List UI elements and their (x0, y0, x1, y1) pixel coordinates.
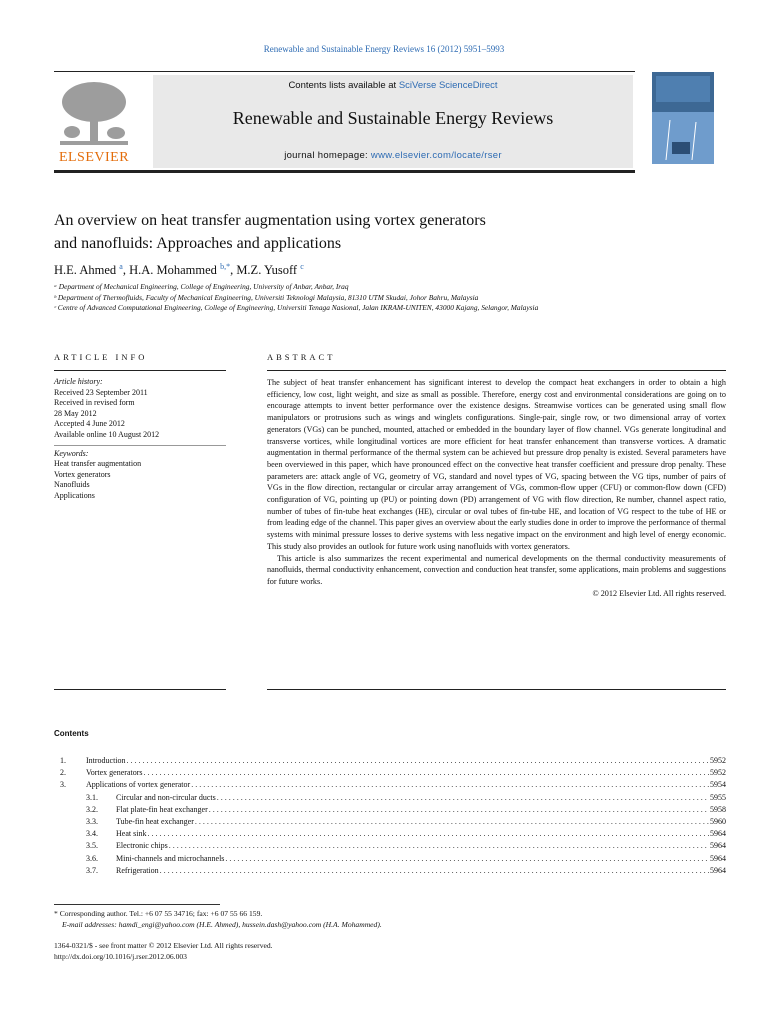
history-entry: Accepted 4 June 2012 (54, 419, 125, 429)
toc-entry[interactable] (60, 829, 726, 841)
toc-entry[interactable] (60, 866, 726, 878)
toc-entry[interactable] (60, 780, 726, 792)
toc-entry[interactable] (60, 768, 726, 780)
toc-page: 5964 (710, 841, 726, 851)
toc-number: 3.2. (86, 804, 98, 814)
toc-leader (195, 817, 709, 826)
author-name[interactable]: H.A. Mohammed (129, 263, 217, 278)
abstract-paragraph: This article is also summarizes the recent experimental and numerical developments on the thermal conductivity measurements of nanofluids, thermal conductivity enhancement, convection and conduction heat transfer, some applications, main problems and suggestions for future works. (267, 553, 726, 586)
contents-available-text: Contents lists available at (288, 80, 399, 91)
author-name[interactable]: H.E. Ahmed (54, 263, 117, 278)
abstract-bottom-rule (267, 689, 726, 690)
journal-masthead (153, 75, 633, 168)
toc-leader (147, 829, 709, 838)
journal-cover-thumbnail (652, 72, 714, 164)
contents-heading: Contents (54, 729, 89, 738)
toc-title: Circular and non-circular ducts (116, 792, 216, 802)
toc-title: Flat plate-fin heat exchanger (116, 804, 208, 814)
toc-leader (169, 841, 709, 850)
toc-leader (209, 805, 709, 814)
abstract-heading: ABSTRACT (267, 352, 336, 362)
toc-page: 5960 (710, 816, 726, 826)
article-info-rule (54, 370, 226, 371)
toc-leader (217, 793, 709, 802)
email-addresses[interactable]: E-mail addresses: hamdi_engi@yahoo.com (H.E. Ahmed), hussein.dash@yahoo.com (H.A. Mohammed). (62, 919, 382, 929)
toc-title: Heat sink (116, 829, 147, 839)
toc-title: Applications of vortex generator (86, 780, 191, 790)
article-title-line-2: and nanofluids: Approaches and applications (54, 235, 342, 252)
toc-page: 5964 (710, 853, 726, 863)
history-entry: Available online 10 August 2012 (54, 429, 160, 439)
homepage-link[interactable]: www.elsevier.com/locate/rser (370, 150, 502, 161)
toc-number: 3. (60, 780, 66, 790)
article-info-bottom-rule (54, 689, 226, 690)
toc-title: Tube-fin heat exchanger (116, 816, 194, 826)
toc-leader (191, 780, 709, 789)
toc-leader (225, 854, 709, 863)
keyword: Applications (54, 490, 95, 500)
article-info (54, 377, 226, 502)
toc-leader (144, 768, 710, 777)
footnote (54, 909, 614, 931)
toc-number: 1. (60, 756, 66, 765)
journal-homepage-line (153, 150, 633, 161)
affiliations (54, 282, 714, 314)
homepage-label: journal homepage: (284, 150, 371, 161)
toc-page: 5958 (710, 804, 726, 814)
masthead-top-rule (54, 71, 635, 72)
issn-line: 1364-0321/$ - see front matter © 2012 Elsevier Ltd. All rights reserved. (54, 941, 273, 950)
toc-entry[interactable] (60, 793, 726, 805)
toc-page: 5964 (710, 865, 726, 875)
toc-leader (127, 756, 709, 765)
affiliation-line: ᵃ Department of Mechanical Engineering, College of Engineering, University of Anbar, Anbar, Iraq (54, 282, 349, 291)
article-title (54, 209, 694, 255)
toc-page: 5954 (710, 780, 726, 790)
author-affiliation-mark[interactable]: b,* (220, 262, 231, 271)
keyword: Nanofluids (54, 480, 90, 490)
publisher-wordmark: ELSEVIER (58, 150, 130, 165)
author-name[interactable]: M.Z. Yusoff (236, 263, 298, 278)
toc-entry[interactable] (60, 841, 726, 853)
toc-number: 3.7. (86, 865, 98, 875)
table-of-contents (60, 756, 726, 878)
affiliation-line: ᶜ Centre of Advanced Computational Engineering, College of Engineering, Universiti Tenaga Nasional, Jalan IKRAM-UNITEN, 43000 Kajang, Selangor, Malaysia (54, 303, 539, 313)
toc-leader (160, 866, 709, 875)
toc-page: 5964 (710, 829, 726, 839)
journal-name: Renewable and Sustainable Energy Reviews (232, 108, 554, 128)
article-title-line-1: An overview on heat transfer augmentation using vortex generators (54, 212, 486, 229)
history-entry: Received in revised form (54, 398, 135, 408)
toc-number: 3.6. (86, 853, 98, 863)
author-affiliation-mark[interactable]: a (119, 262, 123, 271)
toc-title: Introduction (86, 756, 126, 765)
cover-image (652, 72, 714, 164)
toc-number: 3.3. (86, 816, 98, 826)
sciencedirect-link[interactable]: SciVerse ScienceDirect (398, 80, 498, 91)
doi-link[interactable]: http://dx.doi.org/10.1016/j.rser.2012.06.003 (54, 951, 187, 961)
article-history-label: Article history: (54, 377, 103, 386)
article-info-heading: ARTICLE INFO (54, 352, 148, 362)
toc-page: 5952 (710, 756, 726, 765)
toc-number: 3.4. (86, 829, 98, 839)
author-separator: , (230, 263, 237, 278)
toc-entry[interactable] (60, 756, 726, 768)
affiliation-line: ᵇ Department of Thermofluids, Faculty of Mechanical Engineering, Universiti Teknologi Malaysia, 81310 UTM Skudai, Johor Bahru, Malaysia (54, 292, 479, 302)
abstract-body (267, 377, 726, 599)
toc-title: Refrigeration (116, 865, 159, 875)
toc-title: Mini-channels and microchannels (116, 853, 225, 863)
abstract-paragraph: The subject of heat transfer enhancement has significant interest to develop the compact heat exchangers in order to obtain a high efficiency, low cost, light weight, and size as small as possible. Therefore, energy cost and environmental considerations are going on to encourage attempts to invent better performance over the existence designs. Streamwise vortices can be generated using small flow manipulators or protrusions such as wings and winglets configurations. Single-pair, single row, or two dimensional array of vortex generators (VGs) can be punched, mounted, attached or embedded in the boundary layer of flow channel. VGs generate longitudinal and transverse vortices, while longitudinal vortices are more efficient for heat transfer enhancement than transverse vortices. A dramatic augmentation in thermal performance of the thermal system can be achieved but pressure drop penalty is existed. Several parameters have been overviewed in this paper, which have pronounced effect on the convective heat transfer coefficient and pressure drop penalty. These parameters are: attack angle of VG, geometry of VG, standard and novel types of VG, spacing between the VG tips, number of pairs of VGs in the flow direction, rectangular or circular array arrangement of VGs, common-flow upper (CFU) or common-flow down (CFD) configuration of VG, pointing up (PU) or pointing down (PD) arrangement of VG with flow direction, Re number, channel aspect ratio, number of tubes of fin-tube heat exchanges (HE), circular or oval tubes of fin-tube HE, and location of VG respect to the tube of HE or from leading edge of the channel. This paper gives an overview about the early studies done in order to improve the performance of thermal systems with minimal pressure losses to derive systems with less negative impact on the environment and high level of energy economic. This study also provides an outlook for future work using nanofluids with vortex generators. (267, 378, 726, 551)
info-divider (54, 445, 226, 446)
abstract-copyright: © 2012 Elsevier Ltd. All rights reserved. (592, 588, 726, 598)
toc-entry[interactable] (60, 817, 726, 829)
toc-title: Electronic chips (116, 841, 168, 851)
footnote-rule (54, 904, 220, 905)
toc-number: 2. (60, 768, 66, 778)
history-entry: 28 May 2012 (54, 408, 97, 418)
corresponding-author-note: * Corresponding author. Tel.: +6 07 55 34716; fax: +6 07 55 66 159. (54, 909, 263, 918)
front-matter (54, 941, 273, 963)
author-list (54, 262, 304, 278)
journal-citation[interactable]: Renewable and Sustainable Energy Reviews 16 (2012) 5951–5993 (263, 44, 505, 54)
keywords-label: Keywords: (54, 448, 89, 458)
author-separator: , (122, 263, 130, 278)
masthead-bottom-rule (54, 170, 635, 173)
abstract-rule (267, 370, 726, 371)
toc-entry[interactable] (60, 854, 726, 866)
contents-available-line (153, 80, 633, 91)
toc-page: 5955 (710, 792, 726, 802)
author-affiliation-mark[interactable]: c (300, 262, 304, 271)
toc-number: 3.5. (86, 841, 98, 851)
keyword: Vortex generators (54, 469, 111, 479)
keyword: Heat transfer augmentation (54, 459, 142, 469)
toc-title: Vortex generators (86, 768, 143, 778)
toc-page: 5952 (710, 768, 726, 778)
history-entry: Received 23 September 2011 (54, 387, 148, 397)
toc-number: 3.1. (86, 792, 98, 802)
toc-entry[interactable] (60, 805, 726, 817)
